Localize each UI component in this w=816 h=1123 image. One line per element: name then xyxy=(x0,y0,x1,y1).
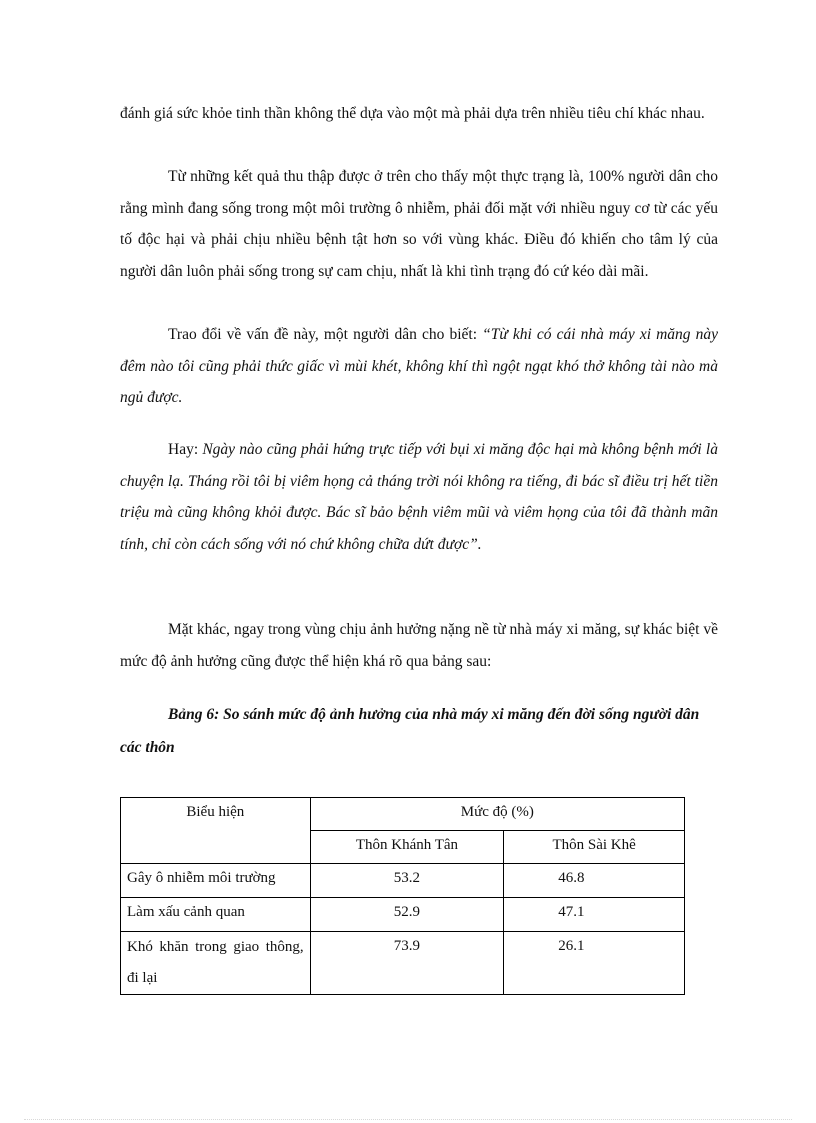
table-caption: Bảng 6: So sánh mức độ ảnh hưởng của nhà máy xi măng đến đời sống người dân các thôn xyxy=(120,706,700,756)
row-label: Gây ô nhiễm môi trường xyxy=(121,864,311,898)
paragraph-1-text: đánh giá sức khỏe tinh thần không thể dựa vào một mà phải dựa trên nhiều tiêu chí khác nhau. xyxy=(120,105,705,122)
row-label: Làm xấu cảnh quan xyxy=(121,898,311,932)
paragraph-5 xyxy=(120,614,718,677)
cell-value: 47.1 xyxy=(504,898,685,932)
paragraph-2 xyxy=(120,161,718,287)
paragraph-3-quote: “Từ khi có cái nhà máy xi măng này đêm nào tôi cũng phải thức giấc vì mùi khét, không khí thì ngột ngạt khó thở không tài nào mà ngủ được. xyxy=(120,326,718,406)
paragraph-1 xyxy=(120,98,718,130)
page-bottom-rule xyxy=(24,1119,792,1120)
paragraph-3-lead: Trao đổi về vấn đề này, một người dân cho biết: xyxy=(168,326,483,343)
cell-value: 26.1 xyxy=(504,932,685,995)
cell-value: 46.8 xyxy=(504,864,685,898)
table-row xyxy=(121,898,685,932)
paragraph-4-quote: Ngày nào cũng phải hứng trực tiếp với bụi xi măng độc hại mà không bệnh mới là chuyện lạ. Tháng rồi tôi bị viêm họng cả tháng trời nói không ra tiếng, đi bác sĩ điều trị hết tiền triệu mà cũng không khỏi được. Bác sĩ bảo bệnh viêm mũi và viêm họng của tôi đã thành mãn tính, chỉ còn cách sống với nó chứ không chữa dứt được”. xyxy=(120,441,718,553)
row-label: Khó khăn trong giao thông, đi lại xyxy=(121,932,311,995)
cell-value: 52.9 xyxy=(310,898,504,932)
comparison-table xyxy=(120,797,685,995)
cell-value: 73.9 xyxy=(310,932,504,995)
table-row xyxy=(121,864,685,898)
paragraph-2-text: Từ những kết quả thu thập được ở trên cho thấy một thực trạng là, 100% người dân cho rằng mình đang sống trong một môi trường ô nhiễm, phải đối mặt với nhiều nguy cơ từ các yếu tố độc hại và phải chịu nhiều bệnh tật hơn so với vùng khác. Điều đó khiến cho tâm lý của người dân luôn phải sống trong sự cam chịu, nhất là khi tình trạng đó cứ kéo dài mãi. xyxy=(120,168,718,280)
paragraph-4 xyxy=(120,434,718,560)
cell-value: 53.2 xyxy=(310,864,504,898)
column-header-khanh-tan: Thôn Khánh Tân xyxy=(310,831,504,864)
table-row xyxy=(121,932,685,995)
paragraph-5-text: Mặt khác, ngay trong vùng chịu ảnh hưởng nặng nề từ nhà máy xi măng, sự khác biệt về mức độ ảnh hưởng cũng được thể hiện khá rõ qua bảng sau: xyxy=(120,621,718,670)
paragraph-4-lead: Hay: xyxy=(168,441,203,458)
paragraph-3 xyxy=(120,319,718,414)
table-header-row xyxy=(121,798,685,831)
header-label-cell: Biểu hiện xyxy=(121,798,311,864)
header-group-cell: Mức độ (%) xyxy=(310,798,684,831)
column-header-sai-khe: Thôn Sài Khê xyxy=(504,831,685,864)
